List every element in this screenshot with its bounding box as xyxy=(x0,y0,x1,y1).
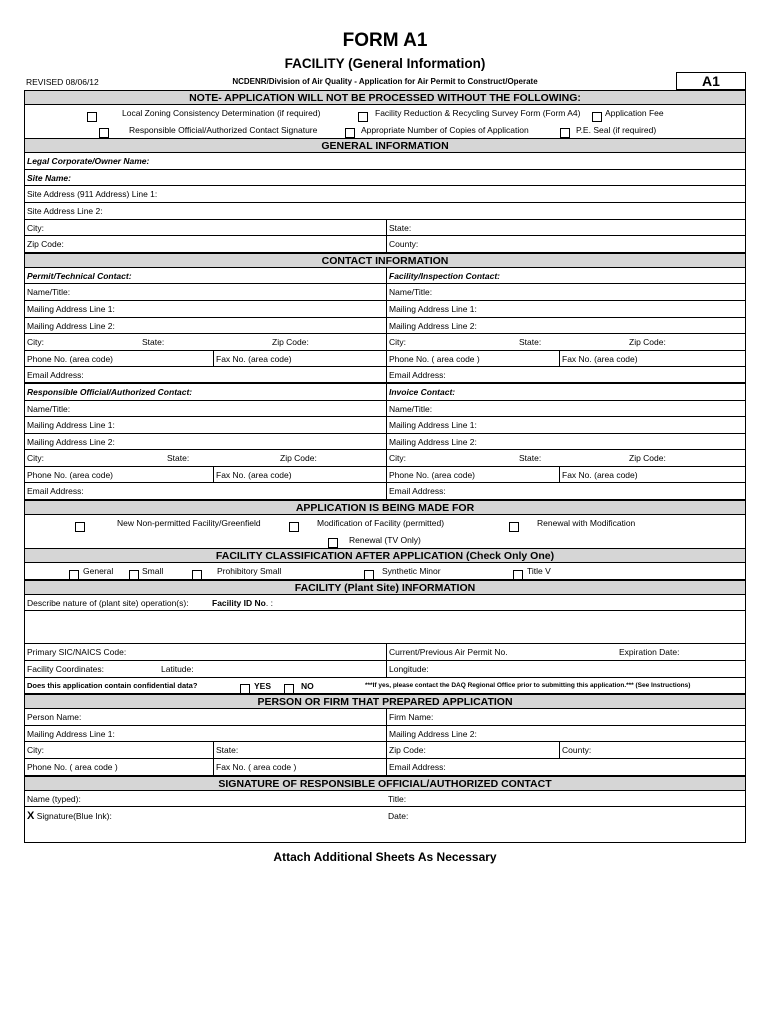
preparer-city-label: City: xyxy=(27,745,44,756)
section-signature: SIGNATURE OF RESPONSIBLE OFFICIAL/AUTHORIZED CONTACT xyxy=(25,776,745,791)
contact-name-row-1[interactable] xyxy=(25,284,745,301)
preparer-email-label: Email Address: xyxy=(386,759,446,775)
footer-note: Attach Additional Sheets As Necessary xyxy=(273,850,497,864)
facility-zip-label: Zip Code: xyxy=(629,337,666,348)
signature-label: X Signature(Blue Ink): xyxy=(27,810,112,823)
facility-phone-label: Phone No. ( area code ) xyxy=(386,351,480,367)
preparer-firm-label: Firm Name: xyxy=(386,709,433,725)
class-synthetic-label: Synthetic Minor xyxy=(382,566,441,577)
permit-no-label: Current/Previous Air Permit No. xyxy=(386,644,508,660)
typed-name-label: Name (typed): xyxy=(27,793,81,804)
permit-mail2-label: Mailing Address Line 2: xyxy=(27,320,115,331)
sic-label: Primary SIC/NAICS Code: xyxy=(27,647,127,658)
note-item-zoning: Local Zoning Consistency Determination (if required) xyxy=(122,108,321,118)
form-subtitle: FACILITY (General Information) xyxy=(284,56,486,71)
responsible-name-label: Name/Title: xyxy=(27,403,71,414)
note-item-pe-seal: P.E. Seal (if required) xyxy=(576,124,657,135)
owner-name-label: Legal Corporate/Owner Name: xyxy=(27,156,150,167)
classification-row xyxy=(25,563,745,580)
invoice-city-label: City: xyxy=(386,450,406,466)
contact-email-row-2[interactable] xyxy=(25,483,745,500)
responsible-email-label: Email Address: xyxy=(27,486,84,497)
note-item-fee: Application Fee xyxy=(605,108,664,118)
app-renewal-tv-label: Renewal (TV Only) xyxy=(349,534,421,545)
site-county-label: County: xyxy=(386,236,418,252)
section-preparer: PERSON OR FIRM THAT PREPARED APPLICATION xyxy=(25,694,745,709)
preparer-city-row[interactable] xyxy=(25,742,745,759)
invoice-state-label: State: xyxy=(519,453,542,464)
facility-contact-label: Facility/Inspection Contact: xyxy=(386,268,500,284)
form-body xyxy=(24,90,746,843)
permit-contact-label: Permit/Technical Contact: xyxy=(27,270,132,281)
yes-label: YES xyxy=(254,680,272,691)
revised-date: REVISED 08/06/12 xyxy=(26,77,99,87)
responsible-contact-label: Responsible Official/Authorized Contact: xyxy=(27,386,193,397)
contact-header-row-2 xyxy=(25,384,745,401)
preparer-phone-label: Phone No. ( area code ) xyxy=(27,762,118,772)
application-row-2 xyxy=(25,532,745,549)
confidential-label: Does this application contain confidential data? xyxy=(27,680,198,690)
note-item-signature: Responsible Official/Authorized Contact Signature xyxy=(129,124,318,135)
date-label: Date: xyxy=(388,811,409,822)
app-renewal-mod-label: Renewal with Modification xyxy=(537,518,636,529)
permit-state-label: State: xyxy=(142,337,165,348)
expiration-label: Expiration Date: xyxy=(619,647,680,658)
section-contact: CONTACT INFORMATION xyxy=(25,253,745,268)
section-application: APPLICATION IS BEING MADE FOR xyxy=(25,500,745,515)
signature-x-mark: X xyxy=(27,810,35,823)
note-item-recycling: Facility Reduction & Recycling Survey Form (Form A4) xyxy=(375,108,581,118)
facility-id-label: Facility ID No. : xyxy=(212,597,273,608)
site-address1-label: Site Address (911 Address) Line 1: xyxy=(27,189,158,200)
describe-area[interactable] xyxy=(25,611,745,644)
site-zip-label: Zip Code: xyxy=(27,239,64,250)
agency-line: NCDENR/Division of Air Quality - Application for Air Permit to Construct/Operate xyxy=(232,77,538,86)
site-address2-row[interactable] xyxy=(25,203,745,220)
site-state-label: State: xyxy=(386,220,411,236)
describe-label: Describe nature of (plant site) operation(s): xyxy=(27,597,189,608)
form-id-box: A1 xyxy=(676,72,746,90)
invoice-phone-label: Phone No. (area code) xyxy=(386,467,475,483)
signature-row[interactable] xyxy=(25,807,745,843)
permit-phone-label: Phone No. (area code) xyxy=(27,353,113,364)
describe-row[interactable] xyxy=(25,595,745,612)
sic-row[interactable] xyxy=(25,644,745,661)
contact-mail2-row-2[interactable] xyxy=(25,434,745,451)
site-city-row[interactable] xyxy=(25,220,745,237)
responsible-state-label: State: xyxy=(167,453,190,464)
coords-row[interactable] xyxy=(25,661,745,678)
app-new-facility-label: New Non-permitted Facility/Greenfield xyxy=(117,518,261,529)
facility-email-label: Email Address: xyxy=(386,367,446,382)
note-row-1 xyxy=(25,105,745,122)
facility-mail1-label: Mailing Address Line 1: xyxy=(386,301,477,317)
note-item-copies: Appropriate Number of Copies of Application xyxy=(361,124,529,135)
application-row-1 xyxy=(25,515,745,532)
contact-city-row-2[interactable] xyxy=(25,450,745,467)
facility-state-label: State: xyxy=(519,337,542,348)
latitude-label: Latitude: xyxy=(161,664,194,675)
confidential-note: ***If yes, please contact the DAQ Regional Office prior to submitting this application.*** (See Instructions) xyxy=(365,681,691,689)
form-title: FORM A1 xyxy=(342,30,428,51)
preparer-mail2-label: Mailing Address Line 2: xyxy=(386,726,477,742)
note-row-2 xyxy=(25,122,745,139)
facility-city-label: City: xyxy=(386,334,406,350)
preparer-fax-label: Fax No. ( area code ) xyxy=(213,759,296,775)
site-name-label: Site Name: xyxy=(27,172,71,183)
permit-mail1-label: Mailing Address Line 1: xyxy=(27,303,115,314)
owner-name-row[interactable] xyxy=(25,153,745,170)
app-modification-label: Modification of Facility (permitted) xyxy=(317,518,445,529)
facility-fax-label: Fax No. (area code) xyxy=(559,351,638,367)
section-general: GENERAL INFORMATION xyxy=(25,138,745,153)
preparer-name-row[interactable] xyxy=(25,709,745,726)
responsible-fax-label: Fax No. (area code) xyxy=(213,467,292,483)
preparer-phone-row[interactable] xyxy=(25,759,745,776)
section-classification: FACILITY CLASSIFICATION AFTER APPLICATION (Check Only One) xyxy=(25,548,745,563)
invoice-fax-label: Fax No. (area code) xyxy=(559,467,638,483)
section-note: NOTE- APPLICATION WILL NOT BE PROCESSED WITHOUT THE FOLLOWING: xyxy=(25,90,745,105)
invoice-mail2-label: Mailing Address Line 2: xyxy=(386,434,477,450)
responsible-zip-label: Zip Code: xyxy=(280,453,317,464)
responsible-city-label: City: xyxy=(27,453,44,464)
permit-zip-label: Zip Code: xyxy=(272,337,309,348)
longitude-label: Longitude: xyxy=(386,661,429,677)
responsible-mail1-label: Mailing Address Line 1: xyxy=(27,420,115,431)
permit-city-label: City: xyxy=(27,337,44,348)
site-city-label: City: xyxy=(27,222,44,233)
responsible-mail2-label: Mailing Address Line 2: xyxy=(27,436,115,447)
site-name-row[interactable] xyxy=(25,170,745,187)
facility-name-label: Name/Title: xyxy=(386,284,432,300)
responsible-phone-label: Phone No. (area code) xyxy=(27,469,113,480)
contact-phone-row-1[interactable] xyxy=(25,351,745,368)
invoice-email-label: Email Address: xyxy=(386,483,446,499)
invoice-contact-label: Invoice Contact: xyxy=(386,384,455,400)
confidential-row xyxy=(25,678,745,695)
invoice-name-label: Name/Title: xyxy=(386,401,432,417)
contact-mail2-row-1[interactable] xyxy=(25,318,745,335)
class-general-label: General xyxy=(83,566,114,577)
signature-name-row[interactable] xyxy=(25,791,745,808)
permit-email-label: Email Address: xyxy=(27,370,84,381)
site-address1-row[interactable] xyxy=(25,186,745,203)
preparer-state-label: State: xyxy=(213,742,238,758)
coords-label: Facility Coordinates: xyxy=(27,664,105,675)
site-zip-row[interactable] xyxy=(25,236,745,253)
contact-header-row-1 xyxy=(25,268,745,285)
contact-email-row-1[interactable] xyxy=(25,367,745,384)
preparer-mail-row[interactable] xyxy=(25,726,745,743)
sig-title-label: Title: xyxy=(388,793,407,804)
contact-phone-row-2[interactable] xyxy=(25,467,745,484)
permit-fax-label: Fax No. (area code) xyxy=(213,351,292,367)
preparer-person-label: Person Name: xyxy=(27,712,82,723)
preparer-mail1-label: Mailing Address Line 1: xyxy=(27,728,115,739)
preparer-zip-label: Zip Code: xyxy=(386,742,426,758)
permit-name-label: Name/Title: xyxy=(27,287,71,298)
facility-mail2-label: Mailing Address Line 2: xyxy=(386,318,477,334)
contact-name-row-2[interactable] xyxy=(25,401,745,418)
contact-mail1-row-2[interactable] xyxy=(25,417,745,434)
contact-city-row-1[interactable] xyxy=(25,334,745,351)
section-plant: FACILITY (Plant Site) INFORMATION xyxy=(25,580,745,595)
invoice-mail1-label: Mailing Address Line 1: xyxy=(386,417,477,433)
class-title-v-label: Title V xyxy=(527,566,551,577)
preparer-county-label: County: xyxy=(559,742,591,758)
site-address2-label: Site Address Line 2: xyxy=(27,205,103,216)
no-label: NO xyxy=(301,680,314,691)
invoice-zip-label: Zip Code: xyxy=(629,453,666,464)
class-small-label: Small xyxy=(142,566,164,577)
contact-mail1-row-1[interactable] xyxy=(25,301,745,318)
class-prohibitory-label: Prohibitory Small xyxy=(217,566,282,577)
